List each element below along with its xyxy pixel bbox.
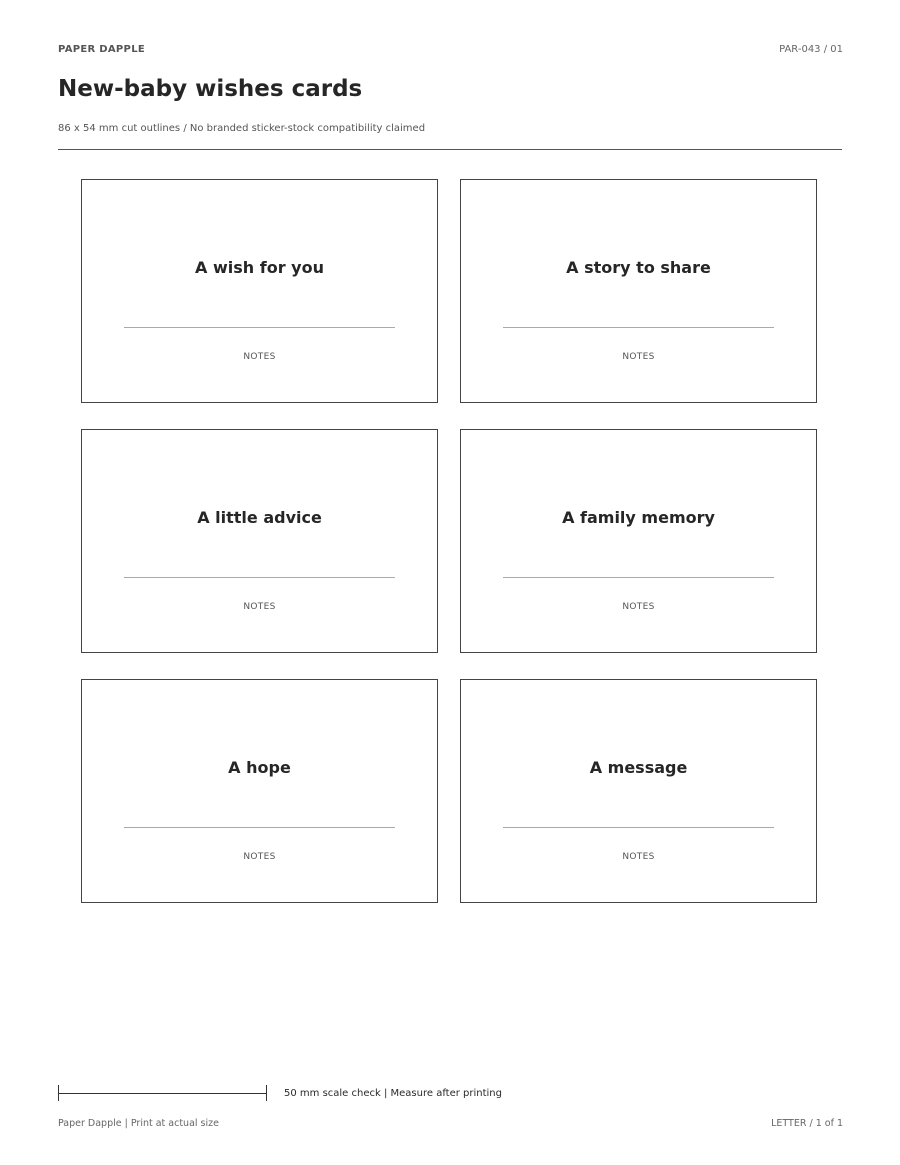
scale-check-bar (58, 1085, 267, 1101)
card-title: A hope (228, 758, 291, 777)
footer-page-info: LETTER / 1 of 1 (771, 1118, 843, 1129)
scale-bar-tick-right (266, 1085, 267, 1101)
card-note-label: NOTES (243, 852, 276, 862)
footer-left-text: Paper Dapple | Print at actual size (58, 1118, 219, 1129)
card-title: A message (589, 758, 688, 777)
card-note-label: NOTES (622, 852, 655, 862)
scale-bar-tick-left (58, 1085, 59, 1101)
card-message (460, 679, 817, 903)
card-writing-line (503, 327, 774, 328)
card-hope (81, 679, 438, 903)
card-wish-for-you (81, 179, 438, 403)
brand-name: PAPER DAPPLE (58, 44, 145, 55)
header-rule (58, 149, 842, 150)
card-note-label: NOTES (622, 602, 655, 612)
scale-check-text: 50 mm scale check | Measure after printing (284, 1088, 502, 1099)
card-note-label: NOTES (243, 602, 276, 612)
card-writing-line (503, 577, 774, 578)
card-note-label: NOTES (622, 352, 655, 362)
card-little-advice (81, 429, 438, 653)
card-title: A little advice (197, 508, 322, 527)
card-writing-line (124, 327, 395, 328)
card-writing-line (124, 577, 395, 578)
card-title: A family memory (562, 508, 715, 527)
card-note-label: NOTES (243, 352, 276, 362)
card-title: A story to share (566, 258, 711, 277)
page-subtitle: 86 x 54 mm cut outlines / No branded sticker-stock compatibility claimed (58, 123, 426, 134)
document-code: PAR-043 / 01 (779, 44, 843, 55)
card-writing-line (124, 827, 395, 828)
page-title: New-baby wishes cards (58, 76, 363, 102)
card-family-memory (460, 429, 817, 653)
card-writing-line (503, 827, 774, 828)
scale-bar-line (58, 1093, 267, 1094)
card-story-to-share (460, 179, 817, 403)
card-title: A wish for you (195, 258, 324, 277)
